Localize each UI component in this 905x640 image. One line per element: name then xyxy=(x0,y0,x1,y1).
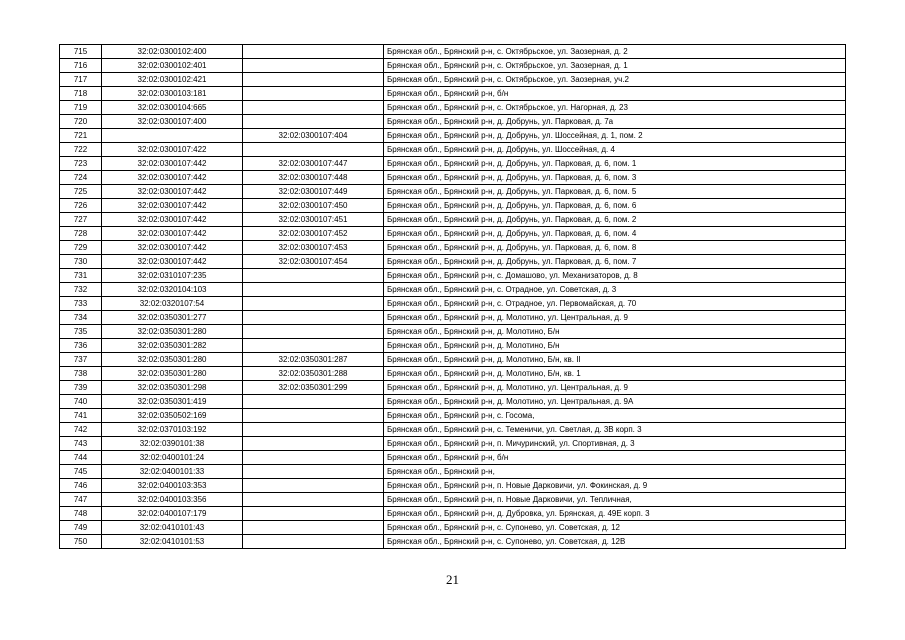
room-cadastral-number-cell xyxy=(243,339,384,353)
room-cadastral-number-cell xyxy=(243,507,384,521)
row-number-cell: 722 xyxy=(60,143,102,157)
room-cadastral-number-cell: 32:02:0300107:450 xyxy=(243,199,384,213)
room-cadastral-number-cell xyxy=(243,73,384,87)
row-number-cell: 736 xyxy=(60,339,102,353)
row-number-cell: 741 xyxy=(60,409,102,423)
table-row xyxy=(60,45,846,59)
room-cadastral-number-cell xyxy=(243,115,384,129)
row-number-cell: 733 xyxy=(60,297,102,311)
table-row xyxy=(60,479,846,493)
table-row xyxy=(60,395,846,409)
row-number-cell: 724 xyxy=(60,171,102,185)
cadastral-number-cell: 32:02:0400103:356 xyxy=(102,493,243,507)
row-number-cell: 749 xyxy=(60,521,102,535)
address-cell: Брянская обл., Брянский р-н, д. Добрунь, ул. Парковая, д. 6, пом. 7 xyxy=(384,255,846,269)
address-cell: Брянская обл., Брянский р-н, с. Октябрьское, ул. Заозерная, уч.2 xyxy=(384,73,846,87)
row-number-cell: 728 xyxy=(60,227,102,241)
room-cadastral-number-cell: 32:02:0300107:448 xyxy=(243,171,384,185)
room-cadastral-number-cell: 32:02:0300107:404 xyxy=(243,129,384,143)
room-cadastral-number-cell xyxy=(243,493,384,507)
address-cell: Брянская обл., Брянский р-н, п. Новые Дарковичи, ул. Фокинская, д. 9 xyxy=(384,479,846,493)
room-cadastral-number-cell xyxy=(243,45,384,59)
room-cadastral-number-cell: 32:02:0300107:451 xyxy=(243,213,384,227)
row-number-cell: 719 xyxy=(60,101,102,115)
room-cadastral-number-cell: 32:02:0350301:287 xyxy=(243,353,384,367)
address-cell: Брянская обл., Брянский р-н, д. Молотино, ул. Центральная, д. 9 xyxy=(384,381,846,395)
room-cadastral-number-cell: 32:02:0300107:452 xyxy=(243,227,384,241)
page-number: 21 xyxy=(446,572,459,587)
room-cadastral-number-cell xyxy=(243,311,384,325)
room-cadastral-number-cell: 32:02:0300107:447 xyxy=(243,157,384,171)
cadastral-number-cell: 32:02:0300102:400 xyxy=(102,45,243,59)
row-number-cell: 744 xyxy=(60,451,102,465)
row-number-cell: 723 xyxy=(60,157,102,171)
address-cell: Брянская обл., Брянский р-н, xyxy=(384,465,846,479)
table-row xyxy=(60,381,846,395)
address-cell: Брянская обл., Брянский р-н, д. Добрунь, ул. Парковая, д. 6, пом. 3 xyxy=(384,171,846,185)
address-cell: Брянская обл., Брянский р-н, д. Молотино, ул. Центральная, д. 9 xyxy=(384,311,846,325)
table-row xyxy=(60,101,846,115)
address-cell: Брянская обл., Брянский р-н, д. Молотино, ул. Центральная, д. 9А xyxy=(384,395,846,409)
address-cell: Брянская обл., Брянский р-н, д. Добрунь, ул. Парковая, д. 7а xyxy=(384,115,846,129)
row-number-cell: 731 xyxy=(60,269,102,283)
cadastral-number-cell: 32:02:0320107:54 xyxy=(102,297,243,311)
address-cell: Брянская обл., Брянский р-н, д. Добрунь, ул. Парковая, д. 6, пом. 1 xyxy=(384,157,846,171)
cadastral-number-cell: 32:02:0350301:277 xyxy=(102,311,243,325)
cadastral-number-cell: 32:02:0400101:24 xyxy=(102,451,243,465)
row-number-cell: 730 xyxy=(60,255,102,269)
cadastral-number-cell: 32:02:0400101:33 xyxy=(102,465,243,479)
table-row xyxy=(60,269,846,283)
row-number-cell: 739 xyxy=(60,381,102,395)
table-row xyxy=(60,353,846,367)
address-cell: Брянская обл., Брянский р-н, д. Добрунь, ул. Шоссейная, д. 1, пом. 2 xyxy=(384,129,846,143)
address-cell: Брянская обл., Брянский р-н, с. Супонево, ул. Советская, д. 12В xyxy=(384,535,846,549)
room-cadastral-number-cell xyxy=(243,143,384,157)
room-cadastral-number-cell xyxy=(243,465,384,479)
table-row xyxy=(60,437,846,451)
room-cadastral-number-cell: 32:02:0300107:453 xyxy=(243,241,384,255)
cadastral-number-cell: 32:02:0300107:442 xyxy=(102,171,243,185)
table-row xyxy=(60,157,846,171)
address-cell: Брянская обл., Брянский р-н, д. Молотино, Б/н xyxy=(384,325,846,339)
cadastral-number-cell: 32:02:0350301:282 xyxy=(102,339,243,353)
table-row xyxy=(60,451,846,465)
room-cadastral-number-cell xyxy=(243,423,384,437)
address-cell: Брянская обл., Брянский р-н, д. Молотино, Б/н, кв. 1 xyxy=(384,367,846,381)
row-number-cell: 748 xyxy=(60,507,102,521)
table-row xyxy=(60,143,846,157)
table-row xyxy=(60,199,846,213)
cadastral-number-cell: 32:02:0410101:43 xyxy=(102,521,243,535)
row-number-cell: 738 xyxy=(60,367,102,381)
document-page xyxy=(59,44,845,549)
room-cadastral-number-cell xyxy=(243,325,384,339)
table-row xyxy=(60,367,846,381)
address-cell: Брянская обл., Брянский р-н, с. Отрадное, ул. Первомайская, д. 70 xyxy=(384,297,846,311)
cadastral-number-cell: 32:02:0390101:38 xyxy=(102,437,243,451)
address-cell: Брянская обл., Брянский р-н, п. Мичуринский, ул. Спортивная, д. 3 xyxy=(384,437,846,451)
cadastral-number-cell: 32:02:0300102:401 xyxy=(102,59,243,73)
address-cell: Брянская обл., Брянский р-н, с. Октябрьское, ул. Нагорная, д. 23 xyxy=(384,101,846,115)
room-cadastral-number-cell xyxy=(243,283,384,297)
table-row xyxy=(60,241,846,255)
table-row xyxy=(60,115,846,129)
address-cell: Брянская обл., Брянский р-н, д. Молотино, Б/н xyxy=(384,339,846,353)
table-row xyxy=(60,59,846,73)
cadastral-number-cell: 32:02:0350301:298 xyxy=(102,381,243,395)
cadastral-number-cell: 32:02:0300107:442 xyxy=(102,255,243,269)
row-number-cell: 735 xyxy=(60,325,102,339)
table-row xyxy=(60,297,846,311)
row-number-cell: 747 xyxy=(60,493,102,507)
address-cell: Брянская обл., Брянский р-н, д. Дубровка, ул. Брянская, д. 49Е корп. 3 xyxy=(384,507,846,521)
table-row xyxy=(60,185,846,199)
cadastral-number-cell: 32:02:0350301:280 xyxy=(102,353,243,367)
address-cell: Брянская обл., Брянский р-н, д. Добрунь, ул. Парковая, д. 6, пом. 4 xyxy=(384,227,846,241)
room-cadastral-number-cell: 32:02:0350301:299 xyxy=(243,381,384,395)
table-row xyxy=(60,339,846,353)
row-number-cell: 726 xyxy=(60,199,102,213)
row-number-cell: 745 xyxy=(60,465,102,479)
table-row xyxy=(60,507,846,521)
cadastral-number-cell: 32:02:0300107:442 xyxy=(102,213,243,227)
cadastral-number-cell: 32:02:0370103:192 xyxy=(102,423,243,437)
row-number-cell: 720 xyxy=(60,115,102,129)
cadastral-number-cell: 32:02:0350301:419 xyxy=(102,395,243,409)
table-row xyxy=(60,465,846,479)
address-cell: Брянская обл., Брянский р-н, с. Теменичи, ул. Светлая, д. 3В корп. 3 xyxy=(384,423,846,437)
cadastral-number-cell: 32:02:0300107:442 xyxy=(102,199,243,213)
table-row xyxy=(60,535,846,549)
table-row xyxy=(60,227,846,241)
row-number-cell: 737 xyxy=(60,353,102,367)
cadastral-number-cell: 32:02:0400107:179 xyxy=(102,507,243,521)
table-row xyxy=(60,87,846,101)
table-row xyxy=(60,325,846,339)
cadastral-number-cell: 32:02:0310107:235 xyxy=(102,269,243,283)
table-row xyxy=(60,73,846,87)
address-cell: Брянская обл., Брянский р-н, с. Госома, xyxy=(384,409,846,423)
row-number-cell: 715 xyxy=(60,45,102,59)
row-number-cell: 734 xyxy=(60,311,102,325)
room-cadastral-number-cell xyxy=(243,101,384,115)
room-cadastral-number-cell: 32:02:0350301:288 xyxy=(243,367,384,381)
cadastral-number-cell: 32:02:0300107:442 xyxy=(102,227,243,241)
row-number-cell: 718 xyxy=(60,87,102,101)
room-cadastral-number-cell xyxy=(243,479,384,493)
property-table xyxy=(59,44,846,549)
cadastral-number-cell: 32:02:0320104:103 xyxy=(102,283,243,297)
table-body xyxy=(60,45,846,549)
cadastral-number-cell: 32:02:0350502:169 xyxy=(102,409,243,423)
row-number-cell: 729 xyxy=(60,241,102,255)
address-cell: Брянская обл., Брянский р-н, д. Молотино, Б/н, кв. II xyxy=(384,353,846,367)
table-row xyxy=(60,255,846,269)
address-cell: Брянская обл., Брянский р-н, б/н xyxy=(384,87,846,101)
cadastral-number-cell: 32:02:0300107:400 xyxy=(102,115,243,129)
room-cadastral-number-cell xyxy=(243,87,384,101)
address-cell: Брянская обл., Брянский р-н, с. Супонево, ул. Советская, д. 12 xyxy=(384,521,846,535)
cadastral-number-cell: 32:02:0300103:181 xyxy=(102,87,243,101)
address-cell: Брянская обл., Брянский р-н, д. Добрунь, ул. Парковая, д. 6, пом. 8 xyxy=(384,241,846,255)
table-row xyxy=(60,493,846,507)
row-number-cell: 721 xyxy=(60,129,102,143)
table-row xyxy=(60,423,846,437)
room-cadastral-number-cell xyxy=(243,297,384,311)
row-number-cell: 717 xyxy=(60,73,102,87)
row-number-cell: 732 xyxy=(60,283,102,297)
room-cadastral-number-cell: 32:02:0300107:454 xyxy=(243,255,384,269)
room-cadastral-number-cell xyxy=(243,59,384,73)
address-cell: Брянская обл., Брянский р-н, д. Добрунь, ул. Шоссейная, д. 4 xyxy=(384,143,846,157)
cadastral-number-cell: 32:02:0410101:53 xyxy=(102,535,243,549)
room-cadastral-number-cell xyxy=(243,535,384,549)
room-cadastral-number-cell xyxy=(243,409,384,423)
room-cadastral-number-cell: 32:02:0300107:449 xyxy=(243,185,384,199)
cadastral-number-cell: 32:02:0400103:353 xyxy=(102,479,243,493)
cadastral-number-cell: 32:02:0300107:422 xyxy=(102,143,243,157)
room-cadastral-number-cell xyxy=(243,395,384,409)
address-cell: Брянская обл., Брянский р-н, с. Октябрьское, ул. Заозерная, д. 1 xyxy=(384,59,846,73)
cadastral-number-cell xyxy=(102,129,243,143)
row-number-cell: 725 xyxy=(60,185,102,199)
cadastral-number-cell: 32:02:0300107:442 xyxy=(102,185,243,199)
address-cell: Брянская обл., Брянский р-н, п. Новые Дарковичи, ул. Тепличная, xyxy=(384,493,846,507)
cadastral-number-cell: 32:02:0300104:665 xyxy=(102,101,243,115)
cadastral-number-cell: 32:02:0300107:442 xyxy=(102,157,243,171)
row-number-cell: 750 xyxy=(60,535,102,549)
row-number-cell: 743 xyxy=(60,437,102,451)
table-row xyxy=(60,129,846,143)
row-number-cell: 716 xyxy=(60,59,102,73)
table-row xyxy=(60,409,846,423)
room-cadastral-number-cell xyxy=(243,269,384,283)
table-row xyxy=(60,311,846,325)
cadastral-number-cell: 32:02:0300107:442 xyxy=(102,241,243,255)
row-number-cell: 727 xyxy=(60,213,102,227)
address-cell: Брянская обл., Брянский р-н, д. Добрунь, ул. Парковая, д. 6, пом. 5 xyxy=(384,185,846,199)
table-row xyxy=(60,283,846,297)
address-cell: Брянская обл., Брянский р-н, с. Октябрьское, ул. Заозерная, д. 2 xyxy=(384,45,846,59)
cadastral-number-cell: 32:02:0350301:280 xyxy=(102,367,243,381)
table-row xyxy=(60,213,846,227)
table-row xyxy=(60,521,846,535)
room-cadastral-number-cell xyxy=(243,437,384,451)
row-number-cell: 746 xyxy=(60,479,102,493)
room-cadastral-number-cell xyxy=(243,521,384,535)
row-number-cell: 740 xyxy=(60,395,102,409)
address-cell: Брянская обл., Брянский р-н, б/н xyxy=(384,451,846,465)
cadastral-number-cell: 32:02:0350301:280 xyxy=(102,325,243,339)
room-cadastral-number-cell xyxy=(243,451,384,465)
table-row xyxy=(60,171,846,185)
address-cell: Брянская обл., Брянский р-н, с. Отрадное, ул. Советская, д. 3 xyxy=(384,283,846,297)
cadastral-number-cell: 32:02:0300102:421 xyxy=(102,73,243,87)
address-cell: Брянская обл., Брянский р-н, с. Домашово, ул. Механизаторов, д. 8 xyxy=(384,269,846,283)
address-cell: Брянская обл., Брянский р-н, д. Добрунь, ул. Парковая, д. 6, пом. 2 xyxy=(384,213,846,227)
address-cell: Брянская обл., Брянский р-н, д. Добрунь, ул. Парковая, д. 6, пом. 6 xyxy=(384,199,846,213)
row-number-cell: 742 xyxy=(60,423,102,437)
